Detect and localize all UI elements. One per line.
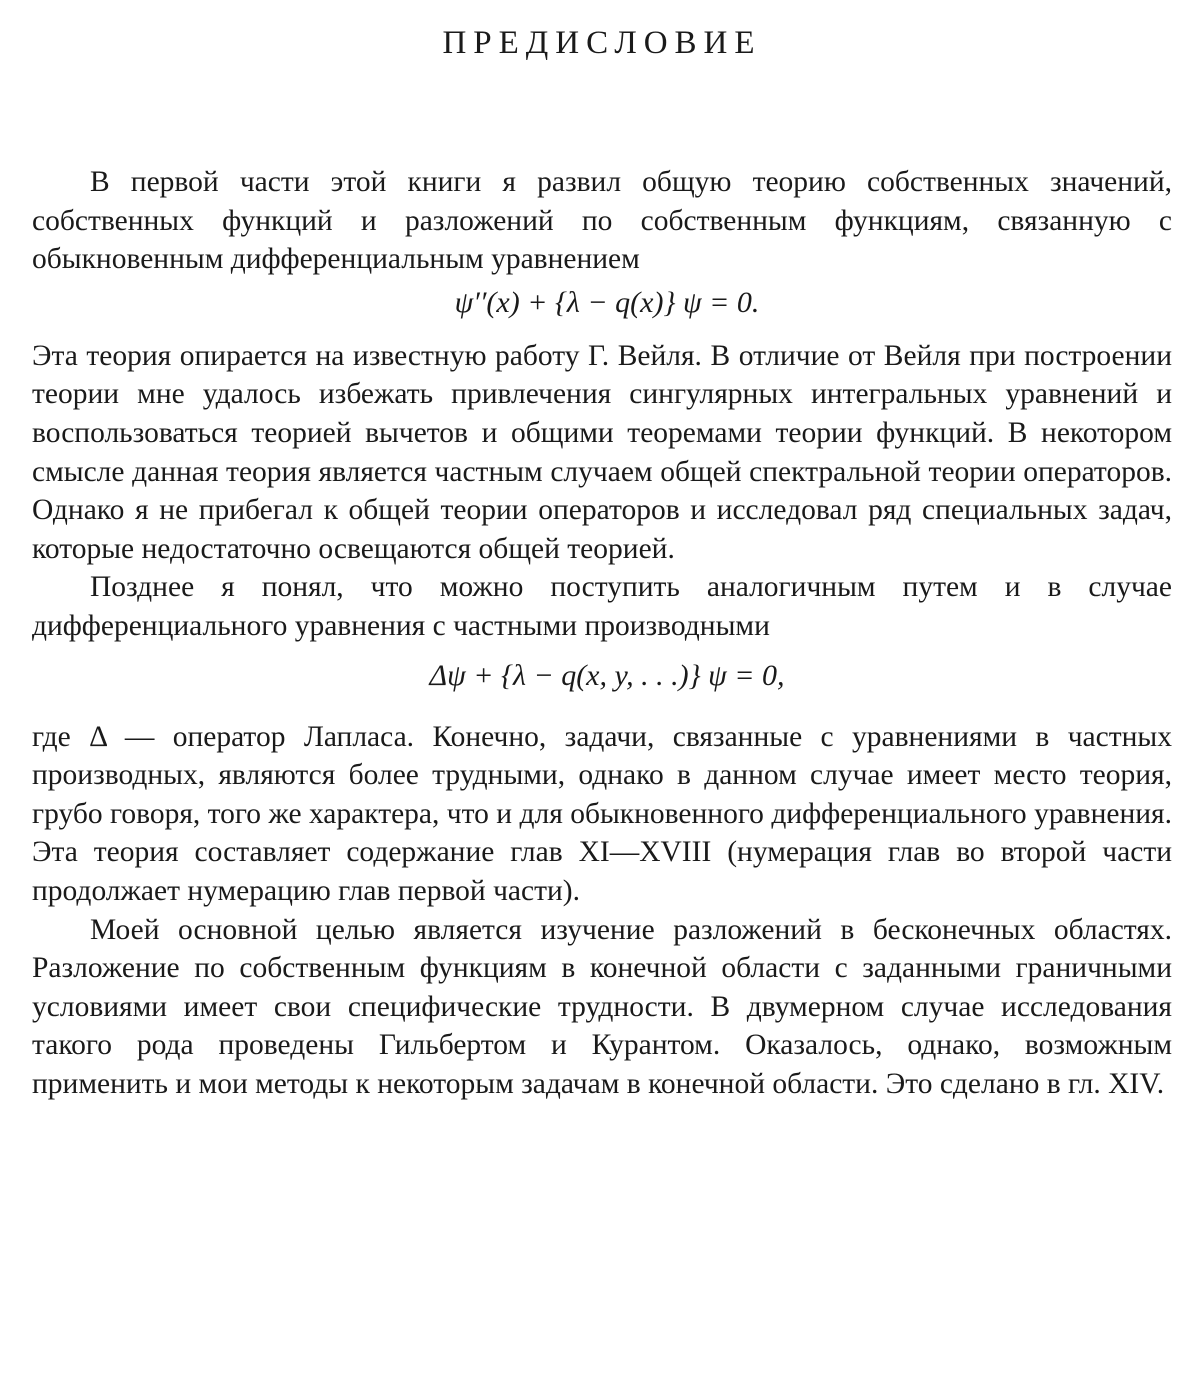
- page-title: ПРЕДИСЛОВИЕ: [442, 25, 762, 61]
- paragraph-main-goal: Моей основной целью является изучение разложений в бесконечных областях. Разложение по собственным функциям в конечной области с заданными граничными условиями имеет свои специфические трудности. В двумерном случае исследования такого рода проведены Гильбертом и Курантом. Оказалось, однако, возможным применить и мои методы к некоторым задачам в конечной области. Это сделано в гл. XIV.: [32, 913, 1172, 1100]
- paragraph-first-part-intro: В первой части этой книги я развил общую теорию собственных значений, собственных функций и разложений по собственным функциям, связанную с обыкновенным дифференциальным уравнением: [32, 166, 1172, 276]
- paragraph-laplace-operator: где Δ — оператор Лапласа. Конечно, задачи, связанные с уравнениями в частных производных, являются более трудными, однако в данном случае имеет место теория, грубо говоря, того же характера, что и для обыкновенного дифференциального уравнения. Эта теория составляет содержание глав XI—XVIII (нумерация глав во второй части продолжает нумерацию глав первой части).: [32, 720, 1172, 907]
- paragraph-weyl-theory: Эта теория опирается на известную работу Г. Вейля. В отличие от Вейля при построении теории мне удалось избежать привлечения сингулярных интегральных уравнений и воспользоваться теорией вычетов и общими теоремами теории функций. В некотором смысле данная теория является частным случаем общей спектральной теории операторов. Однако я не прибегал к общей теории операторов и исследовал ряд специальных задач, которые недостаточно освещаются общей теорией.: [32, 339, 1172, 565]
- preface-body: [32, 163, 1172, 1103]
- formula-partial-differential-equation: Δψ + {λ − q(x, y, . . .)} ψ = 0,: [429, 658, 785, 692]
- paragraph-partial-derivatives-intro: Позднее я понял, что можно поступить аналогичным путем и в случае дифференциального уравнения с частными производными: [32, 571, 1172, 642]
- formula-ordinary-differential-equation: ψ′′(x) + {λ − q(x)} ψ = 0.: [454, 285, 760, 319]
